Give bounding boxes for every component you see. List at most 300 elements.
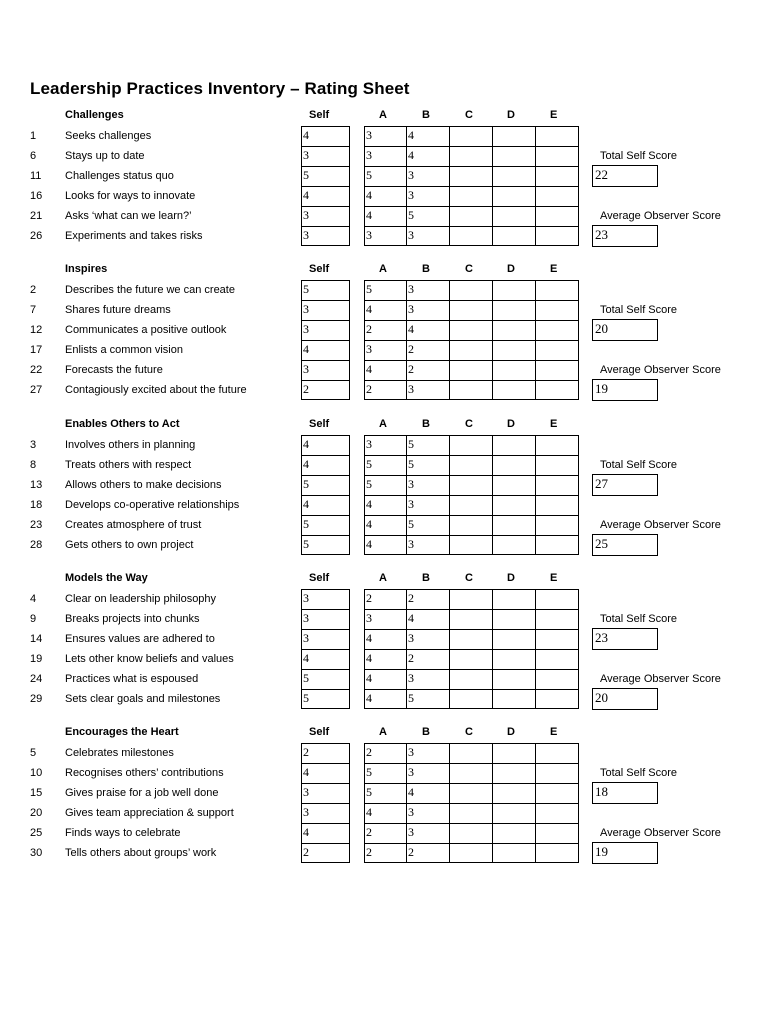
item-label: Lets other know beliefs and values xyxy=(65,653,234,665)
rating-cell-e[interactable] xyxy=(535,743,579,763)
rating-cell-a[interactable]: 3 xyxy=(364,435,407,455)
rating-cell-d[interactable] xyxy=(492,669,536,689)
rating-cell-e[interactable] xyxy=(535,823,579,843)
column-header-d: D xyxy=(507,263,515,275)
rating-cell-a[interactable]: 4 xyxy=(364,669,407,689)
item-label: Allows others to make decisions xyxy=(65,479,222,491)
rating-cell-self[interactable]: 2 xyxy=(301,843,350,863)
rating-cell-d[interactable] xyxy=(492,515,536,535)
column-header-e: E xyxy=(550,726,558,738)
rating-cell-b[interactable]: 4 xyxy=(406,783,450,803)
item-label: Shares future dreams xyxy=(65,304,171,316)
column-header-d: D xyxy=(507,572,515,584)
rating-cell-e[interactable] xyxy=(535,226,579,246)
rating-cell-b[interactable]: 3 xyxy=(406,226,450,246)
rating-cell-self[interactable]: 4 xyxy=(301,186,350,206)
rating-cell-e[interactable] xyxy=(535,803,579,823)
rating-cell-b[interactable]: 3 xyxy=(406,380,450,400)
rating-cell-b[interactable]: 4 xyxy=(406,609,450,629)
rating-cell-a[interactable]: 3 xyxy=(364,340,407,360)
column-header-c: C xyxy=(465,109,473,121)
rating-cell-self[interactable]: 3 xyxy=(301,206,350,226)
column-header-c: C xyxy=(465,263,473,275)
rating-cell-a[interactable]: 2 xyxy=(364,380,407,400)
item-label: Gives praise for a job well done xyxy=(65,787,219,799)
rating-cell-a[interactable]: 2 xyxy=(364,823,407,843)
rating-cell-self[interactable]: 2 xyxy=(301,743,350,763)
section-header xyxy=(0,725,768,743)
item-number: 9 xyxy=(30,613,37,625)
rating-cell-c[interactable] xyxy=(449,206,493,226)
rating-cell-d[interactable] xyxy=(492,360,536,380)
table-row xyxy=(0,515,590,535)
rating-cell-a[interactable]: 3 xyxy=(364,226,407,246)
rating-cell-b[interactable]: 3 xyxy=(406,823,450,843)
column-header-e: E xyxy=(550,263,558,275)
rating-cell-d[interactable] xyxy=(492,126,536,146)
section-0 xyxy=(0,108,768,268)
item-number: 21 xyxy=(30,210,43,222)
average-observer-score-box[interactable]: 25 xyxy=(592,534,658,556)
table-row xyxy=(0,823,590,843)
rating-cell-b[interactable]: 5 xyxy=(406,455,450,475)
rating-cell-e[interactable] xyxy=(535,300,579,320)
column-header-b: B xyxy=(422,109,430,121)
rating-cell-b[interactable]: 3 xyxy=(406,743,450,763)
rating-cell-d[interactable] xyxy=(492,743,536,763)
rating-cell-self[interactable]: 3 xyxy=(301,146,350,166)
rating-cell-d[interactable] xyxy=(492,380,536,400)
rating-cell-d[interactable] xyxy=(492,589,536,609)
column-header-c: C xyxy=(465,726,473,738)
item-number: 20 xyxy=(30,807,43,819)
rating-cell-c[interactable] xyxy=(449,300,493,320)
table-row xyxy=(0,360,590,380)
rating-cell-c[interactable] xyxy=(449,763,493,783)
item-label: Experiments and takes risks xyxy=(65,230,203,242)
rating-cell-a[interactable]: 4 xyxy=(364,515,407,535)
rating-cell-a[interactable]: 2 xyxy=(364,589,407,609)
item-label: Treats others with respect xyxy=(65,459,192,471)
rating-cell-e[interactable] xyxy=(535,206,579,226)
total-self-score-label: Total Self Score xyxy=(600,459,678,471)
rating-cell-d[interactable] xyxy=(492,226,536,246)
rating-cell-d[interactable] xyxy=(492,186,536,206)
rating-cell-d[interactable] xyxy=(492,689,536,709)
table-row xyxy=(0,186,590,206)
item-number: 7 xyxy=(30,304,37,316)
rating-cell-c[interactable] xyxy=(449,380,493,400)
rating-cell-e[interactable] xyxy=(535,360,579,380)
rating-cell-d[interactable] xyxy=(492,455,536,475)
rating-cell-b[interactable]: 5 xyxy=(406,435,450,455)
section-3 xyxy=(0,571,768,731)
item-label: Practices what is espoused xyxy=(65,673,199,685)
rating-cell-self[interactable]: 3 xyxy=(301,609,350,629)
rating-cell-c[interactable] xyxy=(449,475,493,495)
table-row xyxy=(0,206,590,226)
rating-cell-b[interactable]: 4 xyxy=(406,146,450,166)
column-header-c: C xyxy=(465,572,473,584)
column-header-e: E xyxy=(550,572,558,584)
section-header xyxy=(0,262,768,280)
total-self-score-box[interactable]: 20 xyxy=(592,319,658,341)
rating-cell-e[interactable] xyxy=(535,649,579,669)
rating-cell-e[interactable] xyxy=(535,126,579,146)
rating-cell-b[interactable]: 4 xyxy=(406,320,450,340)
item-number: 13 xyxy=(30,479,43,491)
rating-cell-a[interactable]: 4 xyxy=(364,186,407,206)
item-label: Gives team appreciation & support xyxy=(65,807,234,819)
rating-cell-e[interactable] xyxy=(535,515,579,535)
rating-cell-d[interactable] xyxy=(492,340,536,360)
rating-cell-c[interactable] xyxy=(449,609,493,629)
column-header-d: D xyxy=(507,726,515,738)
column-header-b: B xyxy=(422,418,430,430)
section-title: Models the Way xyxy=(65,572,148,584)
total-self-score-label: Total Self Score xyxy=(600,150,678,162)
table-row xyxy=(0,535,590,555)
item-label: Involves others in planning xyxy=(65,439,196,451)
item-label: Celebrates milestones xyxy=(65,747,174,759)
item-label: Sets clear goals and milestones xyxy=(65,693,221,705)
total-self-score-box[interactable]: 18 xyxy=(592,782,658,804)
item-number: 24 xyxy=(30,673,43,685)
rating-cell-e[interactable] xyxy=(535,380,579,400)
rating-cell-d[interactable] xyxy=(492,495,536,515)
table-row xyxy=(0,669,590,689)
rating-cell-a[interactable]: 4 xyxy=(364,495,407,515)
rating-cell-a[interactable]: 4 xyxy=(364,629,407,649)
rating-cell-self[interactable]: 5 xyxy=(301,669,350,689)
rating-cell-e[interactable] xyxy=(535,475,579,495)
item-number: 16 xyxy=(30,190,43,202)
rating-cell-self[interactable]: 3 xyxy=(301,320,350,340)
table-row xyxy=(0,589,590,609)
rating-cell-d[interactable] xyxy=(492,609,536,629)
rating-cell-b[interactable]: 2 xyxy=(406,843,450,863)
rating-cell-c[interactable] xyxy=(449,435,493,455)
rating-cell-self[interactable]: 3 xyxy=(301,589,350,609)
rating-cell-d[interactable] xyxy=(492,166,536,186)
rating-cell-c[interactable] xyxy=(449,843,493,863)
rating-cell-a[interactable]: 4 xyxy=(364,649,407,669)
rating-cell-a[interactable]: 5 xyxy=(364,280,407,300)
item-number: 15 xyxy=(30,787,43,799)
rating-cell-c[interactable] xyxy=(449,689,493,709)
item-number: 1 xyxy=(30,130,37,142)
rating-cell-c[interactable] xyxy=(449,455,493,475)
rating-cell-self[interactable]: 4 xyxy=(301,649,350,669)
column-header-a: A xyxy=(379,572,387,584)
rating-cell-self[interactable]: 4 xyxy=(301,340,350,360)
rating-cell-c[interactable] xyxy=(449,669,493,689)
rating-cell-e[interactable] xyxy=(535,495,579,515)
column-header-a: A xyxy=(379,263,387,275)
rating-cell-c[interactable] xyxy=(449,146,493,166)
item-number: 25 xyxy=(30,827,43,839)
table-row xyxy=(0,146,590,166)
rating-cell-e[interactable] xyxy=(535,535,579,555)
rating-cell-b[interactable]: 3 xyxy=(406,300,450,320)
rating-cell-e[interactable] xyxy=(535,689,579,709)
section-title: Inspires xyxy=(65,263,108,275)
rating-cell-c[interactable] xyxy=(449,743,493,763)
rating-cell-self[interactable]: 4 xyxy=(301,763,350,783)
rating-cell-b[interactable]: 2 xyxy=(406,360,450,380)
item-number: 22 xyxy=(30,364,43,376)
table-row xyxy=(0,803,590,823)
rating-cell-d[interactable] xyxy=(492,280,536,300)
rating-cell-d[interactable] xyxy=(492,629,536,649)
rating-cell-b[interactable]: 3 xyxy=(406,803,450,823)
rating-cell-a[interactable]: 5 xyxy=(364,475,407,495)
average-observer-score-box[interactable]: 19 xyxy=(592,842,658,864)
rating-cell-b[interactable]: 3 xyxy=(406,166,450,186)
rating-cell-self[interactable]: 3 xyxy=(301,803,350,823)
average-observer-score-box[interactable]: 23 xyxy=(592,225,658,247)
rating-cell-e[interactable] xyxy=(535,166,579,186)
rating-cell-self[interactable]: 4 xyxy=(301,495,350,515)
rating-cell-b[interactable]: 5 xyxy=(406,689,450,709)
rating-cell-c[interactable] xyxy=(449,535,493,555)
rating-cell-b[interactable]: 3 xyxy=(406,186,450,206)
rating-cell-e[interactable] xyxy=(535,186,579,206)
section-2 xyxy=(0,417,768,577)
rating-cell-a[interactable]: 4 xyxy=(364,360,407,380)
rating-cell-e[interactable] xyxy=(535,669,579,689)
rating-cell-a[interactable]: 2 xyxy=(364,843,407,863)
rating-cell-b[interactable]: 3 xyxy=(406,535,450,555)
rating-cell-b[interactable]: 3 xyxy=(406,475,450,495)
rating-cell-b[interactable]: 5 xyxy=(406,206,450,226)
rating-cell-c[interactable] xyxy=(449,823,493,843)
total-self-score-box[interactable]: 22 xyxy=(592,165,658,187)
average-observer-score-box[interactable]: 20 xyxy=(592,688,658,710)
column-header-self: Self xyxy=(309,572,330,584)
table-row xyxy=(0,300,590,320)
average-observer-score-box[interactable]: 19 xyxy=(592,379,658,401)
rating-cell-a[interactable]: 4 xyxy=(364,300,407,320)
column-header-b: B xyxy=(422,726,430,738)
rating-cell-e[interactable] xyxy=(535,320,579,340)
rating-cell-b[interactable]: 4 xyxy=(406,126,450,146)
table-row xyxy=(0,743,590,763)
section-4 xyxy=(0,725,768,885)
item-label: Looks for ways to innovate xyxy=(65,190,196,202)
column-header-self: Self xyxy=(309,263,330,275)
column-header-b: B xyxy=(422,572,430,584)
average-observer-score-label: Average Observer Score xyxy=(600,673,721,685)
section-header xyxy=(0,417,768,435)
item-label: Enlists a common vision xyxy=(65,344,183,356)
table-row xyxy=(0,320,590,340)
rating-cell-e[interactable] xyxy=(535,146,579,166)
rating-cell-e[interactable] xyxy=(535,455,579,475)
table-row xyxy=(0,455,590,475)
rating-cell-self[interactable]: 3 xyxy=(301,360,350,380)
rating-cell-e[interactable] xyxy=(535,763,579,783)
rating-cell-e[interactable] xyxy=(535,609,579,629)
rating-cell-d[interactable] xyxy=(492,535,536,555)
section-title: Encourages the Heart xyxy=(65,726,179,738)
column-header-self: Self xyxy=(309,726,330,738)
rating-cell-b[interactable]: 3 xyxy=(406,495,450,515)
rating-cell-self[interactable]: 3 xyxy=(301,300,350,320)
rating-cell-c[interactable] xyxy=(449,495,493,515)
rating-cell-d[interactable] xyxy=(492,649,536,669)
item-label: Tells others about groups’ work xyxy=(65,847,217,859)
rating-cell-d[interactable] xyxy=(492,783,536,803)
rating-cell-d[interactable] xyxy=(492,206,536,226)
item-number: 26 xyxy=(30,230,43,242)
rating-cell-d[interactable] xyxy=(492,763,536,783)
rating-cell-b[interactable]: 5 xyxy=(406,515,450,535)
table-row xyxy=(0,649,590,669)
rating-cell-a[interactable]: 4 xyxy=(364,206,407,226)
rating-cell-c[interactable] xyxy=(449,360,493,380)
rating-cell-b[interactable]: 3 xyxy=(406,669,450,689)
table-row xyxy=(0,280,590,300)
rating-cell-self[interactable]: 4 xyxy=(301,435,350,455)
rating-cell-c[interactable] xyxy=(449,783,493,803)
rating-cell-a[interactable]: 5 xyxy=(364,763,407,783)
total-self-score-label: Total Self Score xyxy=(600,767,678,779)
rating-cell-d[interactable] xyxy=(492,823,536,843)
rating-cell-c[interactable] xyxy=(449,340,493,360)
rating-cell-self[interactable]: 5 xyxy=(301,535,350,555)
rating-cell-e[interactable] xyxy=(535,843,579,863)
rating-cell-e[interactable] xyxy=(535,340,579,360)
column-header-a: A xyxy=(379,109,387,121)
column-header-a: A xyxy=(379,418,387,430)
rating-cell-self[interactable]: 5 xyxy=(301,280,350,300)
column-header-self: Self xyxy=(309,109,330,121)
rating-cell-c[interactable] xyxy=(449,166,493,186)
table-row xyxy=(0,783,590,803)
rating-cell-c[interactable] xyxy=(449,226,493,246)
rating-cell-self[interactable]: 3 xyxy=(301,226,350,246)
section-title: Challenges xyxy=(65,109,124,121)
rating-cell-a[interactable]: 4 xyxy=(364,803,407,823)
rating-cell-c[interactable] xyxy=(449,589,493,609)
item-number: 14 xyxy=(30,633,43,645)
rating-cell-a[interactable]: 4 xyxy=(364,535,407,555)
rating-cell-c[interactable] xyxy=(449,649,493,669)
rating-cell-e[interactable] xyxy=(535,629,579,649)
item-number: 28 xyxy=(30,539,43,551)
rating-cell-self[interactable]: 3 xyxy=(301,629,350,649)
rating-cell-self[interactable]: 4 xyxy=(301,455,350,475)
item-number: 17 xyxy=(30,344,43,356)
total-self-score-box[interactable]: 27 xyxy=(592,474,658,496)
rating-cell-b[interactable]: 2 xyxy=(406,340,450,360)
table-row xyxy=(0,435,590,455)
rating-cell-a[interactable]: 2 xyxy=(364,743,407,763)
rating-cell-a[interactable]: 2 xyxy=(364,320,407,340)
section-header xyxy=(0,571,768,589)
column-header-e: E xyxy=(550,109,558,121)
rating-cell-a[interactable]: 5 xyxy=(364,783,407,803)
rating-cell-self[interactable]: 3 xyxy=(301,783,350,803)
rating-cell-d[interactable] xyxy=(492,320,536,340)
rating-cell-self[interactable]: 2 xyxy=(301,380,350,400)
rating-cell-c[interactable] xyxy=(449,320,493,340)
column-header-c: C xyxy=(465,418,473,430)
rating-cell-c[interactable] xyxy=(449,126,493,146)
item-label: Seeks challenges xyxy=(65,130,152,142)
rating-cell-self[interactable]: 5 xyxy=(301,689,350,709)
rating-cell-e[interactable] xyxy=(535,435,579,455)
average-observer-score-label: Average Observer Score xyxy=(600,519,721,531)
rating-cell-a[interactable]: 3 xyxy=(364,126,407,146)
rating-cell-self[interactable]: 5 xyxy=(301,166,350,186)
rating-cell-d[interactable] xyxy=(492,475,536,495)
rating-cell-c[interactable] xyxy=(449,186,493,206)
rating-cell-d[interactable] xyxy=(492,803,536,823)
table-row xyxy=(0,475,590,495)
rating-cell-d[interactable] xyxy=(492,435,536,455)
rating-cell-self[interactable]: 4 xyxy=(301,823,350,843)
rating-cell-d[interactable] xyxy=(492,146,536,166)
item-label: Creates atmosphere of trust xyxy=(65,519,202,531)
rating-cell-b[interactable]: 3 xyxy=(406,280,450,300)
column-header-d: D xyxy=(507,109,515,121)
rating-cell-b[interactable]: 3 xyxy=(406,763,450,783)
rating-cell-c[interactable] xyxy=(449,280,493,300)
rating-cell-a[interactable]: 4 xyxy=(364,689,407,709)
item-number: 29 xyxy=(30,693,43,705)
section-header xyxy=(0,108,768,126)
rating-cell-b[interactable]: 3 xyxy=(406,629,450,649)
rating-cell-self[interactable]: 4 xyxy=(301,126,350,146)
column-header-a: A xyxy=(379,726,387,738)
rating-cell-b[interactable]: 2 xyxy=(406,589,450,609)
table-row xyxy=(0,843,590,863)
rating-cell-e[interactable] xyxy=(535,783,579,803)
table-row xyxy=(0,629,590,649)
rating-cell-self[interactable]: 5 xyxy=(301,475,350,495)
item-number: 27 xyxy=(30,384,43,396)
rating-cell-c[interactable] xyxy=(449,803,493,823)
average-observer-score-label: Average Observer Score xyxy=(600,827,721,839)
rating-cell-c[interactable] xyxy=(449,515,493,535)
total-self-score-label: Total Self Score xyxy=(600,613,678,625)
table-row xyxy=(0,763,590,783)
rating-cell-e[interactable] xyxy=(535,280,579,300)
total-self-score-box[interactable]: 23 xyxy=(592,628,658,650)
rating-cell-a[interactable]: 3 xyxy=(364,146,407,166)
rating-cell-a[interactable]: 5 xyxy=(364,455,407,475)
item-number: 4 xyxy=(30,593,37,605)
rating-cell-self[interactable]: 5 xyxy=(301,515,350,535)
column-header-e: E xyxy=(550,418,558,430)
table-row xyxy=(0,380,590,400)
rating-cell-c[interactable] xyxy=(449,629,493,649)
item-label: Ensures values are adhered to xyxy=(65,633,215,645)
rating-cell-d[interactable] xyxy=(492,843,536,863)
average-observer-score-label: Average Observer Score xyxy=(600,364,721,376)
rating-cell-b[interactable]: 2 xyxy=(406,649,450,669)
column-header-b: B xyxy=(422,263,430,275)
rating-cell-a[interactable]: 3 xyxy=(364,609,407,629)
rating-cell-a[interactable]: 5 xyxy=(364,166,407,186)
item-number: 2 xyxy=(30,284,37,296)
item-label: Communicates a positive outlook xyxy=(65,324,227,336)
table-row xyxy=(0,126,590,146)
rating-cell-d[interactable] xyxy=(492,300,536,320)
rating-cell-e[interactable] xyxy=(535,589,579,609)
